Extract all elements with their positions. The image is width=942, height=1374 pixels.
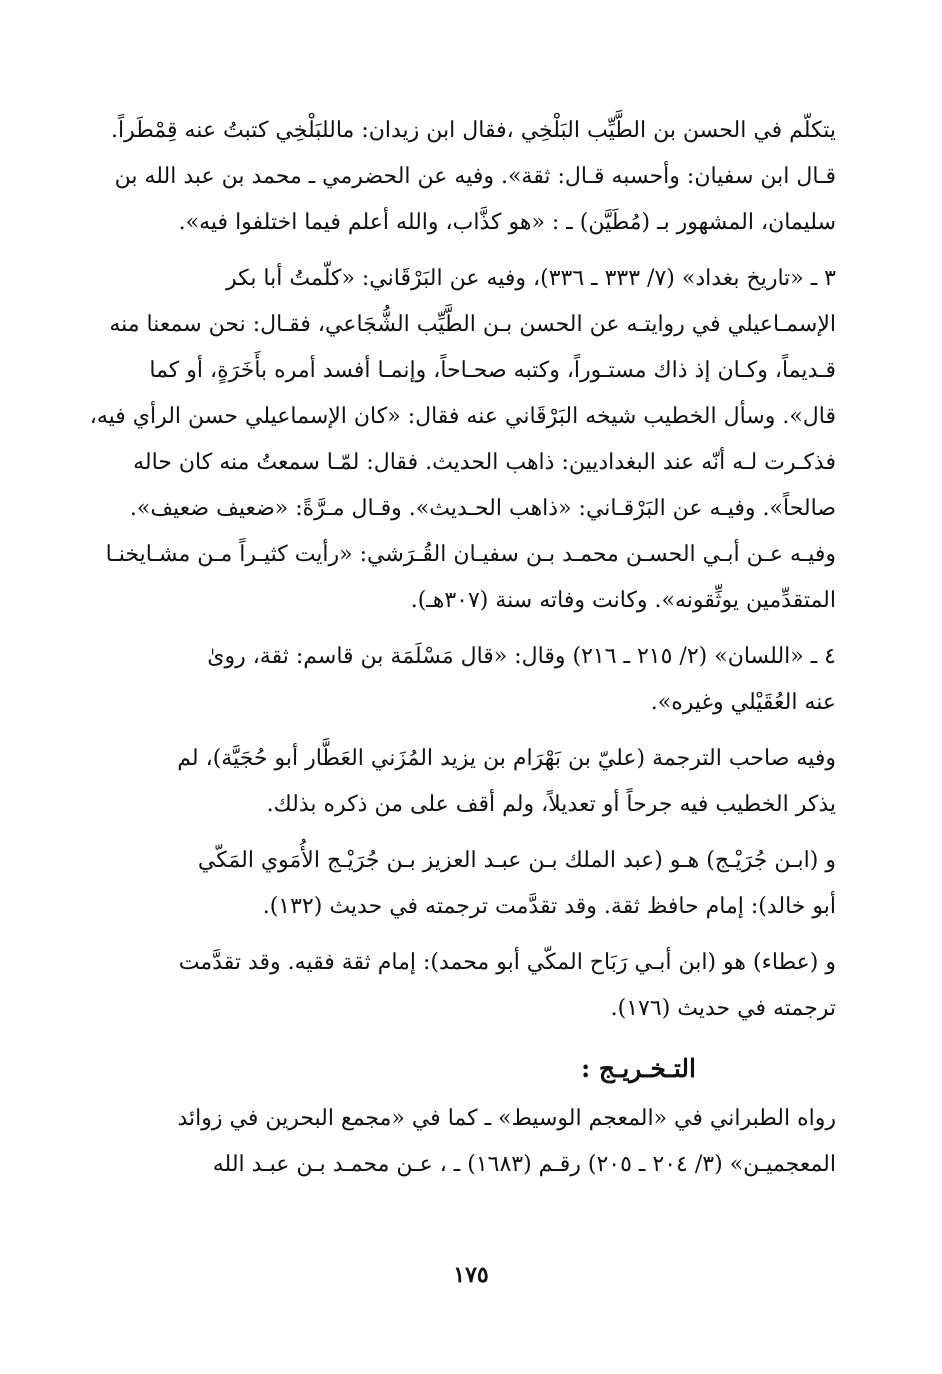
page-number: ١٧٥ — [453, 1262, 489, 1288]
page-body — [78, 108, 836, 1198]
paragraph-intro: يتكلّم في الحسن بن الطَّيِّب البَلْخِي ،فقال ابن زيدان: ماللبَلْخِي كتبتُ عنه قِمْطَراً. قـال ابن سفيان: وأحسبه قـال: ثقة». وفيه عن الحضرمي ـ محمد بن عبد الله بن سليمان، المشهور بـ (مُطَيَّن) ـ : «هو كذَّاب، والله أعلم فيما اختلفوا فيه». — [110, 118, 836, 235]
section-heading-takhrij: التـخـريـج : — [580, 1054, 696, 1083]
paragraph-ibn-jurayj: و (ابـن جُرَيْـج) هـو (عبد الملك بـن عبـد العزيز بـن جُرَيْـج الأُمَوي المَكّي أبو خالد): إمام حافظ ثقة. وقد تقدَّمت ترجمته في حديث (١٣٢). — [197, 848, 836, 919]
paragraph-lisan: ٤ ـ «اللسان» (٢/ ٢١٥ ـ ٢١٦) وقال: «قال مَسْلَمَة بن قاسم: ثقة، روىٰ عنه العُقَيْلي وغيره». — [207, 644, 836, 715]
paragraph-takhrij: رواه الطبراني في «المعجم الوسيط» ـ كما في «مجمع البحرين في زوائد المعجميـن» (٣/ ٢٠٤ ـ ٢٠٥) رقـم (١٦٨٣) ـ ، عـن محمـد بـن عبـد الله — [177, 1106, 836, 1177]
paragraph-tarikh-baghdad: ٣ ـ «تاريخ بغداد» (٧/ ٣٣٣ ـ ٣٣٦)، وفيه عن البَرْقَاني: «كلّمتُ أبا بكر الإسمـاعيلي في روايتـه عن الحسن بـن الطَّيِّب الشُّجَاعي، فقـال: نحن سمعنا منه قـديماً، وكـان إذ ذاك مستـوراً، وكتبه صحـاحاً، وإنمـا أفسد أمره بأَخَرَةٍ، أو كما قال». وسأل الخطيب شيخه البَرْقَاني عنه فقال: «كان الإسماعيلي حسن الرأي فيه، فذكـرت لـه أنّه عند البغداديين: ذاهب الحديث. فقال: لمّـا سمعتُ منه كان حاله صالحاً». وفيـه عن البَرْقـاني: «ذاهب الحـديث». وقـال مـرَّةً: «ضعيف ضعيف». وفيـه عـن أبـي الحسـن محمـد بـن سفيـان القُـرَشي: «رأيت كثيـراً مـن مشـايخنـا المتقدِّمين يوثِّقونه». وكانت وفاته سنة (٣٠٧هـ). — [89, 266, 836, 613]
paragraph-ata: و (عطاء) هو (ابن أبـي رَبَاح المكّي أبو محمد): إمام ثقة فقيه. وقد تقدَّمت ترجمته في حديث (١٧٦). — [178, 950, 836, 1021]
paragraph-subject: وفيه صاحب الترجمة (عليّ بن بَهْرَام بن يزيد المُزَني العَطَّار أبو حُجَيَّة)، لم يذكر الخطيب فيه جرحاً أو تعديلاً، ولم أقف على من ذكره بذلك. — [177, 746, 836, 817]
